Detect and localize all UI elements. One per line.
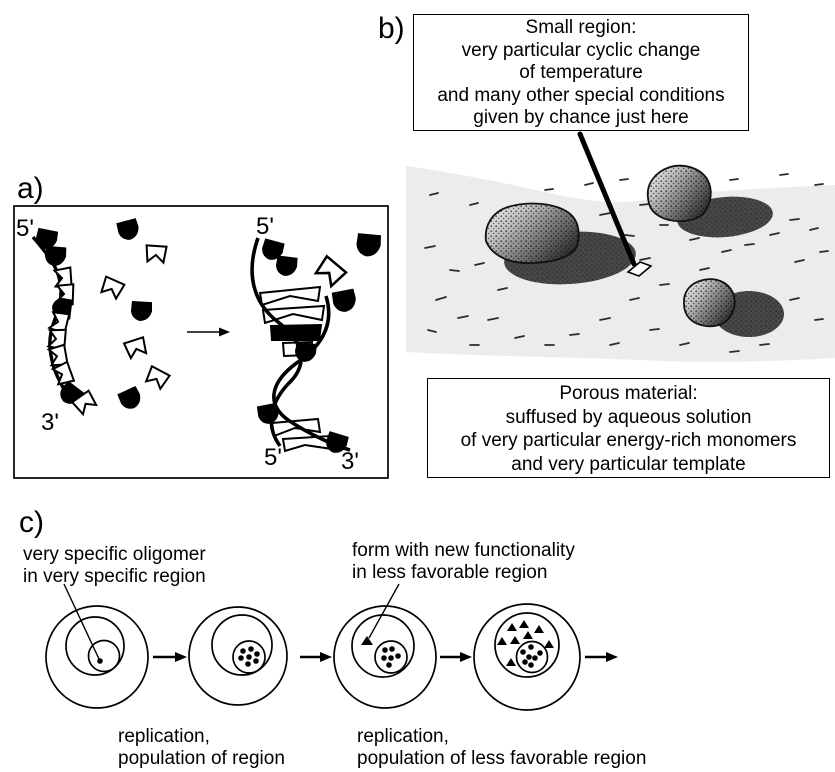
rock-bottom-right	[684, 279, 735, 326]
oligomer-label	[23, 544, 206, 588]
new-functionality-label-line: in less favorable region	[352, 562, 548, 583]
panel-b-scene	[406, 134, 835, 362]
arrow-2	[300, 652, 332, 662]
strand-3prime-label: 3'	[41, 409, 59, 436]
arrow-4	[585, 652, 618, 662]
porous-material-line: suffused by aqueous solution	[505, 406, 752, 428]
panel-c-diagram	[46, 584, 618, 710]
strand-5prime-label: 5'	[16, 215, 34, 242]
replication-caption-left	[118, 726, 285, 770]
arrow-3	[440, 652, 472, 662]
porous-material-text-box	[427, 378, 830, 478]
caption-line: replication,	[118, 726, 210, 747]
small-region-text-box	[413, 14, 749, 131]
small-region-line: of temperature	[519, 62, 643, 83]
new-functionality-label	[352, 540, 575, 584]
helix-top-5prime-label: 5'	[256, 213, 274, 240]
stage-4-populated-less-favorable-region	[474, 604, 580, 710]
caption-line: population of region	[118, 748, 285, 769]
porous-material-line: Porous material:	[559, 383, 698, 404]
small-region-line: very particular cyclic change	[461, 39, 701, 61]
small-region-line: and many other special conditions	[437, 84, 725, 106]
new-functionality-label-line: form with new functionality	[352, 540, 575, 561]
rock-top-right	[648, 166, 711, 221]
caption-line: population of less favorable region	[357, 748, 647, 769]
arrow-1	[153, 652, 187, 662]
stage-1-very-specific-region	[46, 606, 148, 708]
panel-c-label: c)	[19, 506, 44, 539]
oligomer-label-line: in very specific region	[23, 566, 206, 587]
small-region-line: Small region:	[525, 17, 637, 38]
small-region-line: given by chance just here	[473, 107, 689, 128]
helix-bottom-3prime-label: 3'	[341, 448, 359, 475]
oligomer-label-line: very specific oligomer	[23, 544, 206, 565]
panel-a-label: a)	[17, 172, 44, 205]
replication-caption-right	[357, 726, 646, 770]
stage-2-populated-region	[189, 607, 287, 705]
stage-3-new-form-appears	[334, 606, 436, 708]
rock-large	[486, 204, 579, 264]
panel-b-label: b)	[378, 12, 405, 45]
panel-a-diagram	[14, 206, 388, 478]
helix-bottom-5prime-label: 5'	[264, 444, 282, 471]
porous-material-line: of very particular energy-rich monomers	[460, 430, 797, 451]
caption-line: replication,	[357, 726, 449, 747]
oligomer-dot	[97, 658, 103, 664]
porous-material-line: and very particular template	[511, 453, 746, 475]
